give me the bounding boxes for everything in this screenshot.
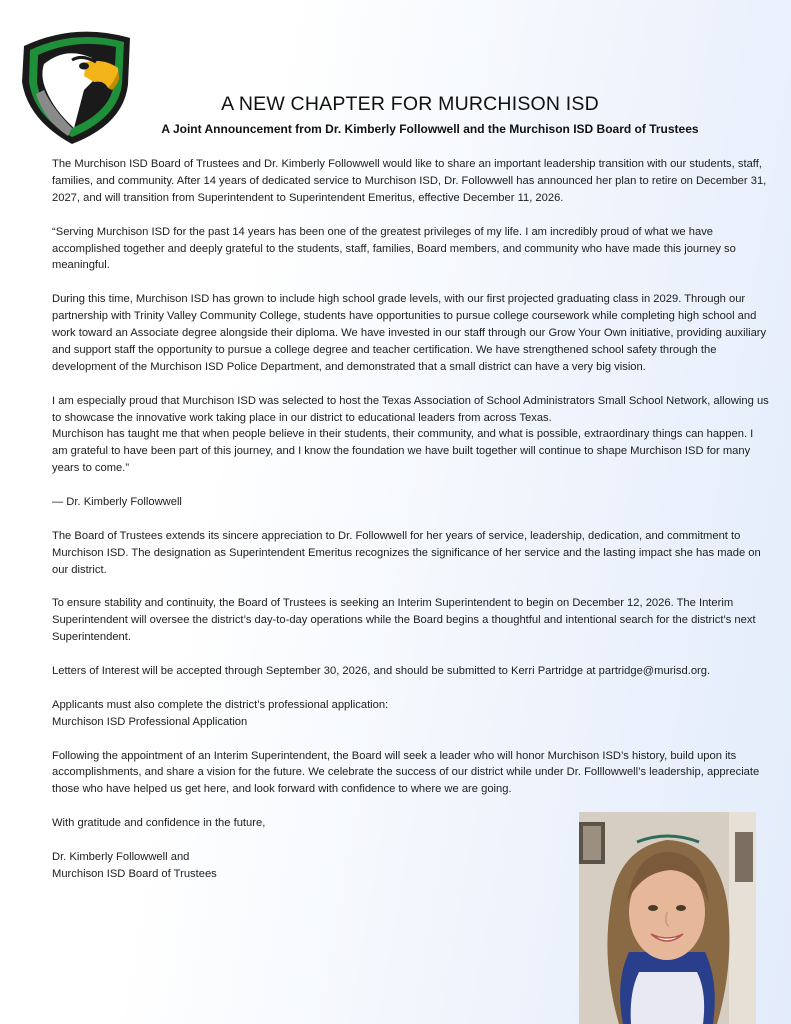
signature-name: Dr. Kimberly Followwell and (52, 850, 190, 863)
paragraph-accomplishments: During this time, Murchison ISD has grown to include high school grade levels, with our first projected graduating class in 2029. Through our partnership with Trinity Valley Community College, students have opportunities to pursue college coursework while completing high school and work toward an Associate degree alongside their diploma. We have invested in our staff through our Grow Your Own initiative, providing auxiliary and support staff the opportunity to pursue a college degree and teacher certification. We have strengthened school safety through the development of the Murchison ISD Police Department, and demonstrated that a small district can have a very big vision. (52, 293, 767, 373)
announcement-body (52, 156, 770, 900)
paragraph-future: Following the appointment of an Interim Superintendent, the Board will seek a leader who will honor Murchison ISD’s history, build upon its accomplishments, and share a vision for the future. We celebrate the success of our district while under Dr. Folllowwell’s leadership, appreciate those who have helped us get here, and look forward with confidence to where we are going. (52, 749, 760, 796)
paragraph-interim: To ensure stability and continuity, the Board of Trustees is seeking an Interim Superintendent to begin on December 12, 2026. The Interim Superintendent will oversee the district’s day-to-day operations while the Board begins a thoughtful and intentional search for the district’s next Superintendent. (52, 597, 756, 644)
paragraph-letters: Letters of Interest will be accepted through September 30, 2026, and should be submitted to Kerri Partridge at partridge@murisd.org. (52, 665, 711, 678)
quote-tasa: I am especially proud that Murchison ISD was selected to host the Texas Association of School Administrators Small School Network, allowing us to showcase the innovative work taking place in our district to educational leaders from across Texas. (52, 394, 769, 424)
paragraph-intro: The Murchison ISD Board of Trustees and Dr. Kimberly Followwell would like to share an important leadership transition with our students, staff, families, and community. After 14 years of dedicated service to Murchison ISD, Dr. Followwell has announced her plan to retire on December 31, 2027, and will transition from Superintendent to Superintendent Emeritus, effective December 11, 2026. (52, 158, 767, 204)
paragraph-quote-closing (52, 393, 770, 478)
eagle-logo-icon (14, 24, 136, 146)
portrait-photo (579, 812, 756, 1024)
paragraph-quote-opening: “Serving Murchison ISD for the past 14 years has been one of the greatest privileges of my life. I am incredibly proud of what we have accomplished together and deeply grateful to the students, staff, families, Board members, and community who have made this journey so meaningful. (52, 225, 736, 272)
page-subtitle: A Joint Announcement from Dr. Kimberly Followwell and the Murchison ISD Board of Trustees (161, 122, 699, 136)
closing-line: With gratitude and confidence in the future, (52, 817, 266, 830)
quote-attribution: — Dr. Kimberly Followwell (52, 496, 182, 509)
quote-closing: Murchison has taught me that when people believe in their students, their community, and what is possible, extraordinary things can happen. I am grateful to have been part of this journey, and I know the foundation we have built together will continue to shape Murchison ISD for many years to come.” (52, 428, 754, 475)
signature-board: Murchison ISD Board of Trustees (52, 867, 217, 880)
paragraph-application (52, 697, 770, 731)
page-title: A NEW CHAPTER FOR MURCHISON ISD (221, 93, 599, 115)
paragraph-appreciation: The Board of Trustees extends its sincere appreciation to Dr. Followwell for her years of service, leadership, dedication, and commitment to Murchison ISD. The designation as Superintendent Emeritus recognizes the significance of her service and the lasting impact she has made on our district. (52, 529, 761, 576)
application-note: Applicants must also complete the district’s professional application: (52, 698, 389, 711)
application-link[interactable]: Murchison ISD Professional Application (52, 715, 248, 728)
